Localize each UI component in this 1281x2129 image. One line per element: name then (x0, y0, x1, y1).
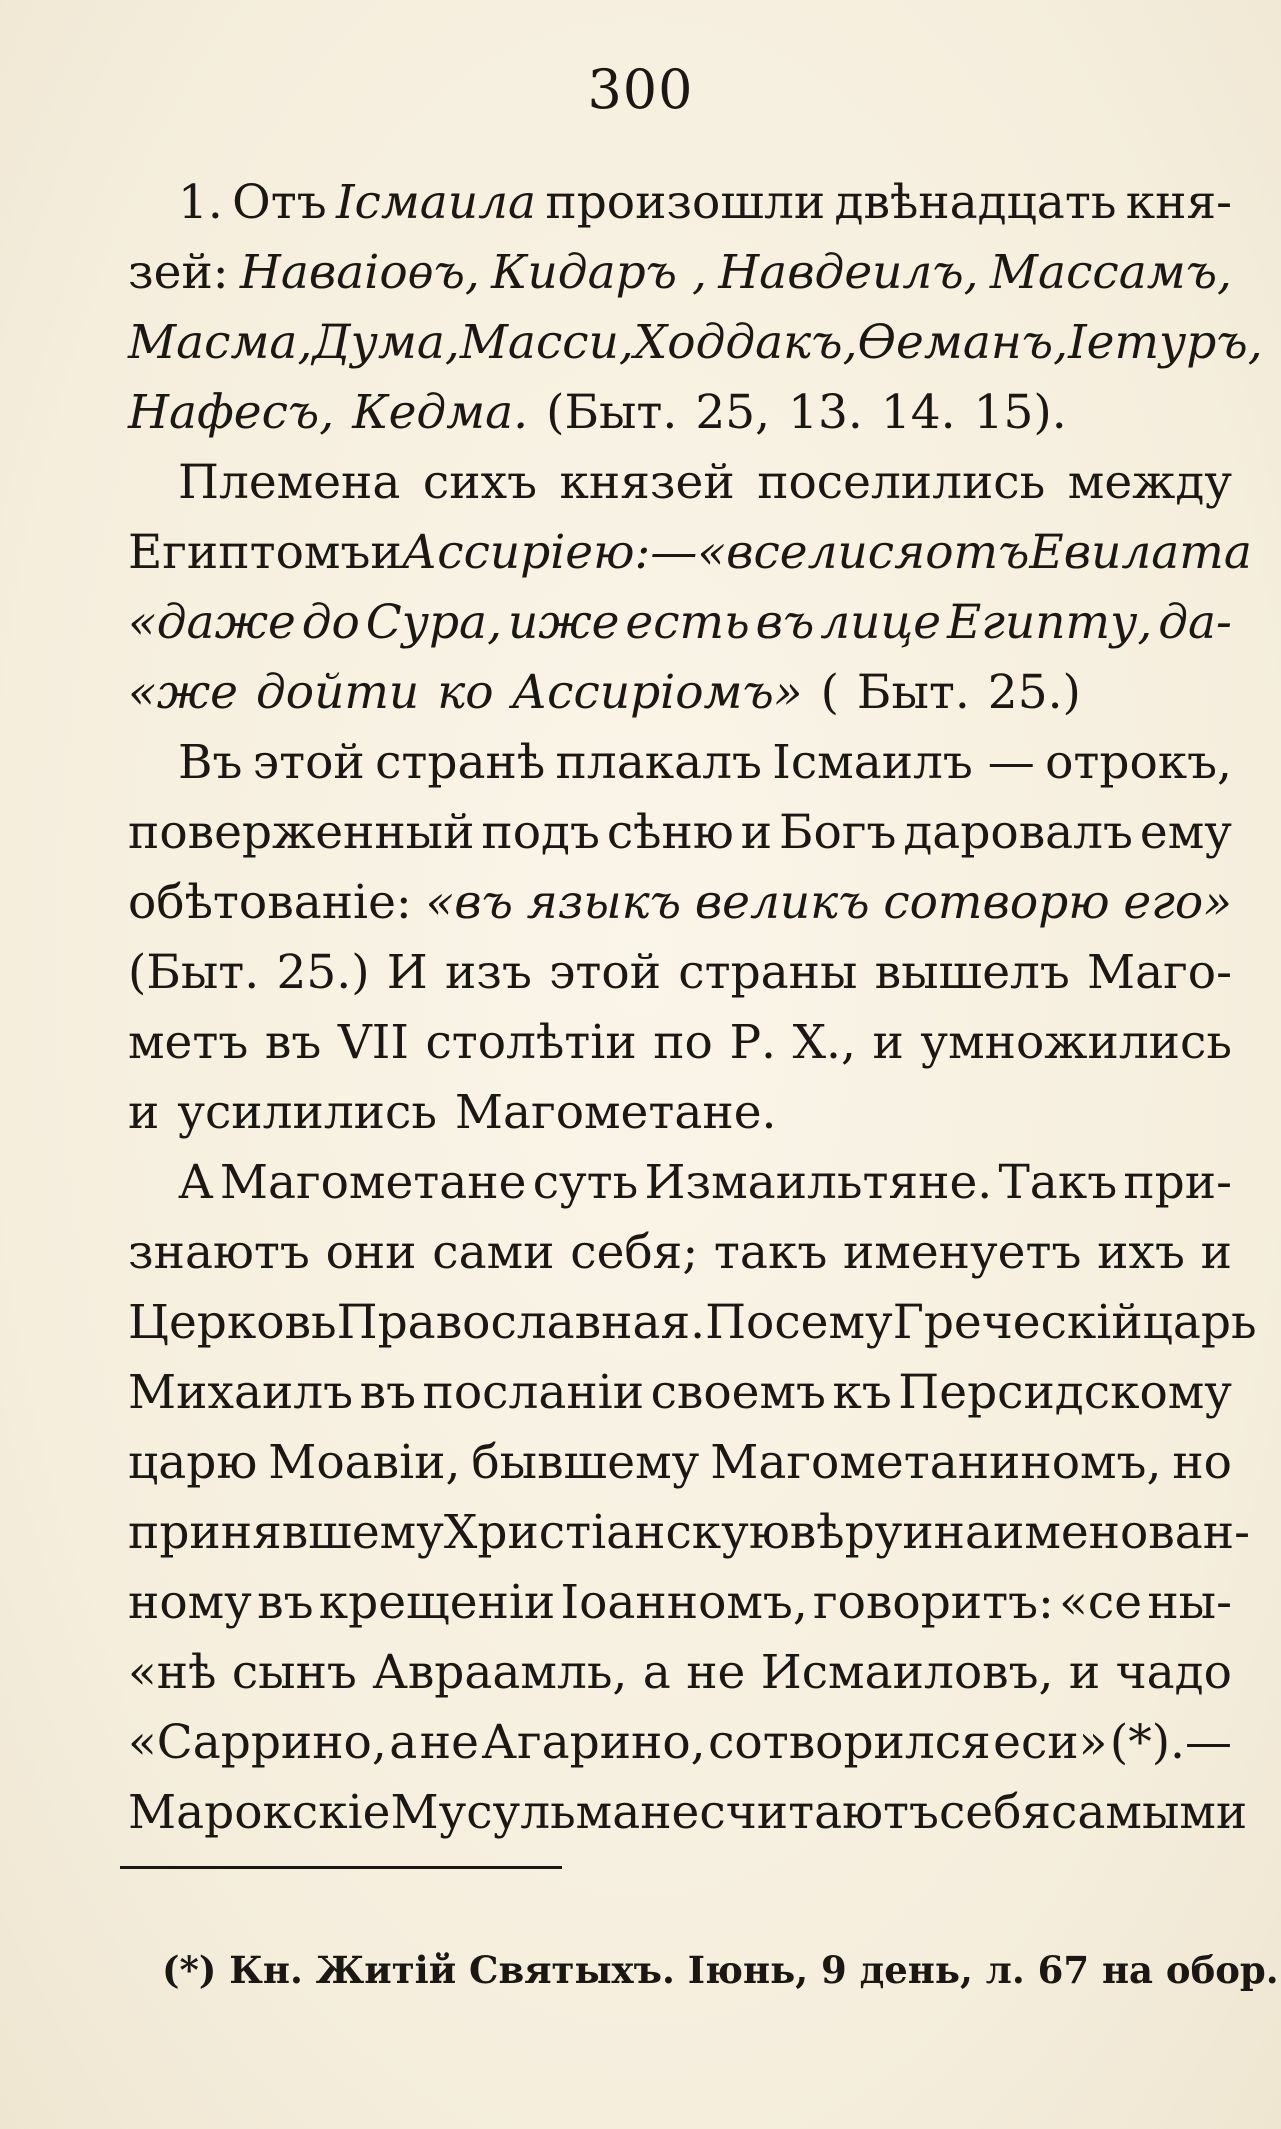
word: Магометане (219, 1155, 527, 1210)
word: языкъ (526, 875, 682, 930)
text-line (128, 938, 1232, 1008)
word: поверженный (128, 805, 475, 860)
word: считаютъ (699, 1785, 939, 1840)
word: суть (532, 1155, 639, 1210)
word: такъ (713, 1225, 828, 1280)
word: иже (507, 595, 620, 650)
text-line (128, 448, 1232, 518)
word: Магометане. (454, 1085, 777, 1140)
word: Дума, (312, 315, 460, 370)
word: ( (820, 665, 839, 720)
word: Масси, (459, 315, 634, 370)
word: до (301, 595, 360, 650)
text-line (128, 308, 1263, 378)
word: они (325, 1225, 417, 1280)
word: Церковь (128, 1295, 337, 1350)
word: 1. (178, 175, 223, 230)
word: ному (128, 1575, 252, 1630)
text-line (128, 798, 1232, 868)
word: крещеніи (318, 1575, 556, 1630)
word: наименован- (933, 1505, 1250, 1560)
word: посланіи (422, 1365, 645, 1420)
word: Въ (178, 735, 243, 790)
word: и (128, 1085, 160, 1140)
word: Ассиріею:—«вселися (401, 525, 926, 580)
word: Сура, (365, 595, 503, 650)
word: къ (832, 1365, 892, 1420)
word: столѣтіи (425, 1015, 637, 1070)
word: отрокъ, (1045, 735, 1232, 790)
word: Кидаръ , (491, 245, 707, 300)
word: себя (938, 1785, 1052, 1840)
text-line (128, 1498, 1250, 1568)
word: бывшему (471, 1435, 700, 1490)
text-line (128, 588, 1232, 658)
word: Греческій (892, 1295, 1143, 1350)
word: принявшему (128, 1505, 444, 1560)
word: и (872, 1015, 904, 1070)
word: ко (437, 665, 494, 720)
text-line (128, 1078, 1232, 1148)
text-line (128, 728, 1232, 798)
word: Х., (792, 1015, 856, 1070)
word: Ісмаилъ — (772, 735, 1035, 790)
word: Посему (705, 1295, 893, 1350)
text-line (128, 1428, 1232, 1498)
word: сѣню (606, 805, 734, 860)
word: 25.) (987, 665, 1081, 720)
word: вышелъ (874, 945, 1070, 1000)
text-line (128, 238, 1232, 308)
word: самыми (1051, 1785, 1248, 1840)
word: 25, (695, 385, 771, 440)
word: Магометаниномъ, (710, 1435, 1162, 1490)
word: И (386, 945, 428, 1000)
word: Агарино, (481, 1715, 706, 1770)
word: Православная. (336, 1295, 706, 1350)
word: царю (128, 1435, 258, 1490)
text-line (128, 1148, 1232, 1218)
word: 25.) (276, 945, 370, 1000)
text-line (128, 1008, 1232, 1078)
word: Богъ (779, 805, 897, 860)
word: Іоанномъ, (560, 1575, 808, 1630)
text-line (128, 168, 1232, 238)
word: не (686, 1645, 746, 1700)
word: царь (1142, 1295, 1257, 1350)
text-line (128, 378, 1232, 448)
word: Кедма. (352, 385, 529, 440)
word: 15). (973, 385, 1067, 440)
word: Р. (729, 1015, 777, 1070)
word: ихъ (1097, 1225, 1185, 1280)
word: Моавіи, (268, 1435, 461, 1490)
word: изъ (444, 945, 532, 1000)
word: 14. (880, 385, 956, 440)
word: Марокскіе (128, 1785, 391, 1840)
word: Іетуръ, (1068, 315, 1263, 370)
word: сотворился (708, 1715, 991, 1770)
word: усилились (177, 1085, 437, 1140)
word: умножились (920, 1015, 1232, 1070)
word: Ѳеманъ, (857, 315, 1069, 370)
page-number: 300 (587, 58, 694, 121)
word: этой (252, 735, 365, 790)
word: сами (432, 1225, 555, 1280)
word: въ (264, 1015, 322, 1070)
word: говоритъ: (813, 1575, 1054, 1630)
word: страны (678, 945, 858, 1000)
word: еси» (993, 1715, 1108, 1770)
word: Быт. (856, 665, 970, 720)
word: поселились (757, 455, 1046, 510)
word: Нафесъ, (128, 385, 335, 440)
word: Отъ (232, 175, 327, 230)
word: и (370, 525, 402, 580)
word: отъ (925, 525, 1030, 580)
word: зей: (128, 245, 229, 300)
word: (*).— (1109, 1715, 1232, 1770)
word: плакалъ (555, 735, 762, 790)
word: VII (337, 1015, 409, 1070)
word: Авраамль, (372, 1645, 628, 1700)
word: но (1172, 1435, 1232, 1490)
word: а (389, 1715, 418, 1770)
word: этой (549, 945, 662, 1000)
word: при- (1123, 1155, 1232, 1210)
word: Персидскому (898, 1365, 1232, 1420)
word: Ходдакъ, (633, 315, 858, 370)
word: а (642, 1645, 671, 1700)
word: между (1067, 455, 1232, 510)
word: Михаилъ (128, 1365, 354, 1420)
word: А (178, 1155, 214, 1210)
text-line (128, 658, 1232, 728)
word: Исмаиловъ, (760, 1645, 1054, 1700)
word: (Быт. (128, 945, 260, 1000)
word: и (740, 805, 773, 860)
word: и (1200, 1225, 1232, 1280)
word: дойти (256, 665, 420, 720)
word: великъ (694, 875, 870, 930)
word: Ассиріомъ» (511, 665, 803, 720)
word: даровалъ (903, 805, 1133, 860)
word: сынъ (231, 1645, 357, 1700)
word: сотворю (883, 875, 1110, 930)
word: Мусульмане (390, 1785, 700, 1840)
word: Египтомъ (128, 525, 371, 580)
text-line (128, 1568, 1232, 1638)
word: «Саррино, (128, 1715, 387, 1770)
word: да- (1158, 595, 1232, 650)
word: странѣ (375, 735, 546, 790)
word: себя; (570, 1225, 699, 1280)
word: «въ (425, 875, 513, 930)
word: ны- (1147, 1575, 1232, 1630)
text-line (128, 1778, 1248, 1848)
text-line (128, 868, 1232, 938)
word: сихъ (422, 455, 537, 510)
text-line (128, 1218, 1232, 1288)
word: въ (257, 1575, 314, 1630)
word: не (419, 1715, 479, 1770)
text-line (128, 1288, 1257, 1358)
word: есть (625, 595, 750, 650)
word: Масма, (128, 315, 313, 370)
word: чадо (1115, 1645, 1232, 1700)
word: ему (1139, 805, 1232, 860)
word: Такъ (998, 1155, 1118, 1210)
word: Массамъ, (989, 245, 1232, 300)
word: въ (755, 595, 815, 650)
word: «се (1059, 1575, 1143, 1630)
word: знаютъ (128, 1225, 310, 1280)
footnote: (*) Кн. Житій Святыхъ. Іюнь, 9 день, л. 67 на обор. (162, 1948, 1279, 1992)
word: Измаильтяне. (644, 1155, 993, 1210)
word: и (1068, 1645, 1101, 1700)
word: «даже (128, 595, 296, 650)
word: вѣру (789, 1505, 903, 1560)
word: Евилата (1029, 525, 1252, 580)
text-line (128, 518, 1252, 588)
word: лице (820, 595, 942, 650)
word: (Быт. (546, 385, 678, 440)
word: двѣнадцать (834, 175, 1117, 230)
word: Египту, (946, 595, 1153, 650)
word: Маго- (1087, 945, 1232, 1000)
word: 13. (788, 385, 863, 440)
word: метъ (128, 1015, 249, 1070)
word: князей (559, 455, 735, 510)
word: произошли (545, 175, 826, 230)
word: Христіанскую (443, 1505, 790, 1560)
word: своемъ (650, 1365, 826, 1420)
word: Навдеилъ, (718, 245, 979, 300)
word: «же (128, 665, 238, 720)
word: кня- (1125, 175, 1232, 230)
word: Наваіоѳъ, (239, 245, 480, 300)
text-line (128, 1708, 1232, 1778)
word: и (902, 1505, 934, 1560)
word: въ (359, 1365, 416, 1420)
word: Племена (178, 455, 401, 510)
text-line (128, 1638, 1232, 1708)
word: именуетъ (842, 1225, 1082, 1280)
word: подъ (481, 805, 600, 860)
word: Ісмаила (335, 175, 537, 230)
body-text (128, 168, 1263, 1848)
footnote-rule (120, 1866, 562, 1869)
word: «нѣ (128, 1645, 217, 1700)
word: по (653, 1015, 713, 1070)
word: его» (1123, 875, 1232, 930)
text-line (128, 1358, 1232, 1428)
word: обѣтованіе: (128, 875, 412, 930)
